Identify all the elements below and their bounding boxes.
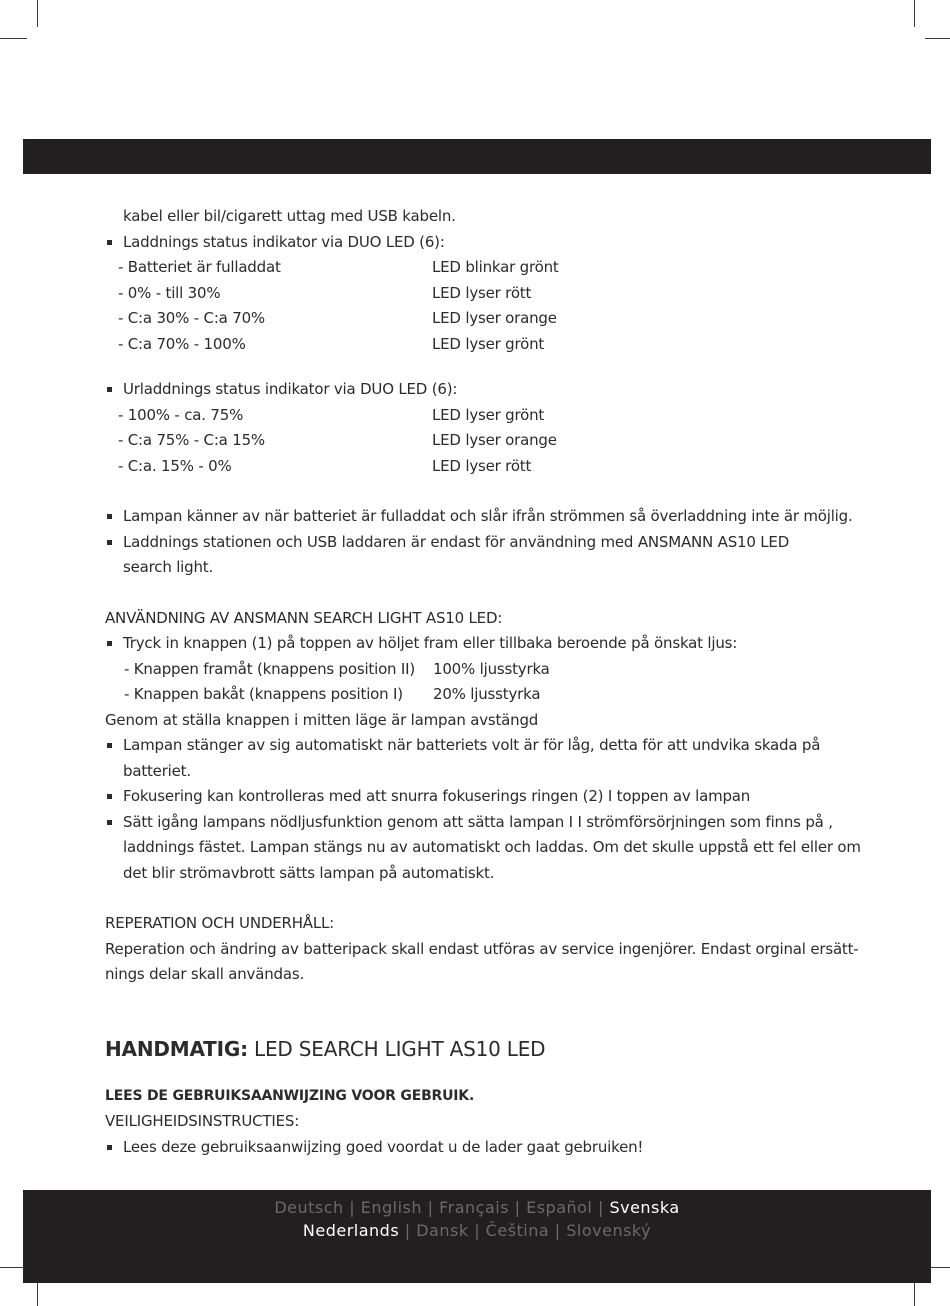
table-row	[105, 428, 865, 454]
table-row	[105, 332, 865, 358]
bullet-item: Sätt igång lampans nödljusfunktion genom att sätta lampan I I strömförsörjningen som finns på ,	[105, 810, 865, 836]
table-row	[105, 281, 865, 307]
bullet-item: Lampan stänger av sig automatiskt när batteriets volt är för låg, detta för att undvika skada på	[105, 733, 865, 759]
discharge-status-table	[105, 403, 865, 480]
button-position: - Knappen framåt (knappens position II)	[124, 659, 416, 678]
lang-link-slovensky[interactable]: Slovenský	[566, 1221, 652, 1240]
status-range: - C:a 30% - C:a 70%	[118, 309, 265, 327]
bullet-item: Lees deze gebruiksaanwijzing goed voordat u de lader gaat gebruiken!	[105, 1135, 865, 1161]
status-range: - Batteriet är fulladdat	[118, 258, 281, 276]
crop-mark-bl-v	[37, 1279, 38, 1306]
crop-mark-tl-v	[37, 0, 38, 27]
nl-heading: LEES DE GEBRUIKSAANWIJZING VOOR GEBRUIK.	[105, 1087, 475, 1104]
section-heading-use: ANVÄNDNING AV ANSMANN SEARCH LIGHT AS10 LED:	[105, 608, 503, 627]
status-range: - C:a 75% - C:a 15%	[118, 431, 265, 449]
status-led: LED blinkar grönt	[432, 258, 559, 276]
bullet-item: Tryck in knappen (1) på toppen av höljet fram eller tillbaka beroende på önskat ljus:	[105, 631, 865, 657]
lang-link-nederlands[interactable]: Nederlands	[302, 1221, 400, 1240]
lang-link-espanol[interactable]: Español	[526, 1198, 593, 1217]
lang-link-english[interactable]: English	[360, 1198, 423, 1217]
text-line: det blir strömavbrott sätts lampan på automatiskt.	[123, 863, 495, 882]
heading-rest: LED SEARCH LIGHT AS10 LED	[247, 1036, 546, 1061]
text-line: nings delar skall användas.	[105, 965, 305, 983]
bullet-item: Laddnings stationen och USB laddaren är endast för användning med ANSMANN AS10 LED	[105, 530, 865, 556]
status-range: - 100% - ca. 75%	[118, 405, 244, 424]
header-bar	[23, 139, 931, 174]
table-row	[105, 657, 865, 683]
table-row	[105, 306, 865, 332]
status-led: LED lyser orange	[432, 309, 557, 327]
text-line: search light.	[123, 558, 214, 576]
status-range: - C:a 70% - 100%	[118, 334, 246, 353]
text-line: laddnings fästet. Lampan stängs nu av automatiskt och laddas. Om det skulle uppstå ett fel eller om	[123, 838, 861, 856]
language-row-1: Deutsch | English | Français | Español | Svenska	[274, 1198, 680, 1217]
button-position-table	[105, 657, 865, 708]
text-line: batteriet.	[123, 761, 191, 780]
page-content	[105, 204, 865, 1160]
lang-link-cestina[interactable]: Čeština	[485, 1221, 550, 1240]
status-led: LED lyser grönt	[432, 405, 545, 424]
text-line: Genom at ställa knappen i mitten läge är lampan avstängd	[105, 710, 539, 729]
brightness-value: 20% ljusstyrka	[433, 685, 541, 703]
crop-mark-br-v	[914, 1279, 915, 1306]
text-line: Reperation och ändring av batteripack skall endast utföras av service ingenjörer. Endast orginal ersätt-	[105, 939, 859, 958]
status-led: LED lyser rött	[432, 456, 532, 475]
lang-link-svenska[interactable]: Svenska	[609, 1198, 680, 1217]
language-row-2: Nederlands | Dansk | Čeština | Slovenský	[302, 1221, 652, 1240]
charge-status-table	[105, 255, 865, 357]
crop-mark-tl-h	[0, 38, 27, 39]
status-range: - 0% - till 30%	[118, 283, 221, 302]
table-row	[105, 403, 865, 429]
bullet-item: Urladdnings status indikator via DUO LED (6):	[105, 377, 865, 403]
crop-mark-tr-h	[925, 38, 950, 39]
table-row	[105, 682, 865, 708]
button-position: - Knappen bakåt (knappens position I)	[124, 685, 403, 703]
main-heading	[105, 1034, 865, 1064]
lang-link-dansk[interactable]: Dansk	[416, 1221, 469, 1240]
lang-link-francais[interactable]: Français	[439, 1198, 510, 1217]
bullet-item: Lampan känner av när batteriet är fulladdat och slår ifrån strömmen så överladdning inte är möjlig.	[105, 504, 865, 530]
section-heading-repair: REPERATION OCH UNDERHÅLL:	[105, 914, 335, 932]
bullet-item: Laddnings status indikator via DUO LED (6):	[105, 230, 865, 256]
text-line: kabel eller bil/cigarett uttag med USB kabeln.	[123, 207, 456, 225]
status-led: LED lyser rött	[432, 283, 532, 302]
brightness-value: 100% ljusstyrka	[433, 659, 550, 678]
table-row	[105, 454, 865, 480]
heading-bold: HANDMATIG:	[105, 1036, 248, 1061]
status-range: - C:a. 15% - 0%	[118, 456, 232, 475]
lang-link-deutsch[interactable]: Deutsch	[274, 1198, 344, 1217]
crop-mark-tr-v	[914, 0, 915, 27]
status-led: LED lyser orange	[432, 431, 557, 449]
bullet-item: Fokusering kan kontrolleras med att snurra fokuserings ringen (2) I toppen av lampan	[105, 784, 865, 810]
nl-safety-heading: VEILIGHEIDSINSTRUCTIES:	[105, 1112, 300, 1130]
table-row	[105, 255, 865, 281]
status-led: LED lyser grönt	[432, 334, 545, 353]
language-footer	[23, 1190, 931, 1283]
